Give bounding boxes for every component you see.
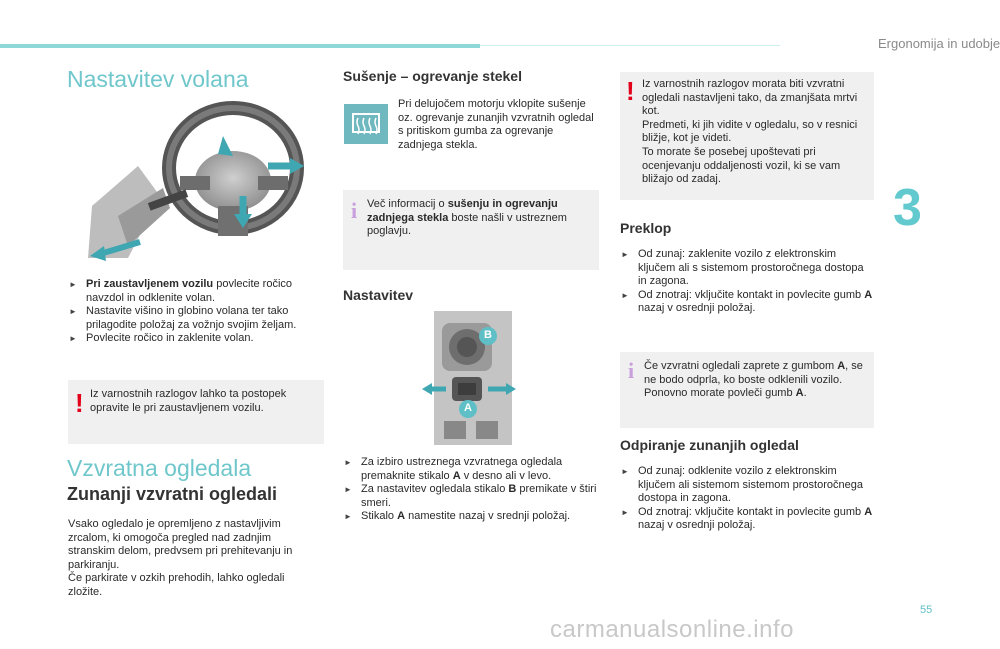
warning-icon: !	[75, 388, 84, 418]
fold-info-box	[620, 352, 874, 428]
outer-mirrors-description	[68, 518, 318, 600]
mirror-adjust-title: Nastavitev	[343, 287, 414, 303]
watermark: carmanualsonline.info	[550, 616, 794, 643]
warning-icon: !	[626, 76, 635, 106]
label-a: A	[464, 402, 472, 414]
unfold-title: Odpiranje zunanjih ogledal	[620, 437, 799, 453]
defrost-description: Pri delujočem motorju vklopite sušenje oz. ogrevanje zunanjih vzvratnih ogledal s pritiskom gumba za ogrevanje zadnjega stekla.	[398, 98, 594, 151]
mirror-step-3: ► Stikalo A namestite nazaj v srednji položaj.	[343, 510, 599, 524]
steering-warning-box	[68, 380, 324, 444]
unfold-instructions	[620, 465, 874, 533]
steering-warning-text: Iz varnostnih razlogov lahko ta postopek opravite le pri zaustavljenem vozilu.	[90, 388, 287, 414]
fold-instructions	[620, 248, 874, 316]
page-number: 55	[920, 604, 933, 616]
mirror-step-1: ► Za izbiro ustreznega vzvratnega ogledala premaknite stikalo A v desno ali v levo.	[343, 456, 599, 483]
info-icon: i	[628, 358, 635, 383]
info-icon: i	[351, 198, 358, 223]
mirror-step-2: ► Za nastavitev ogledala stikalo B premikate v štiri smeri.	[343, 483, 599, 510]
section-title: Ergonomija in udobje	[878, 36, 1000, 51]
unfold-step-1: ► Od zunaj: odklenite vozilo z elektronskim ključem ali sistemom sistemom prostoročnega dostopa in zagona.	[620, 465, 874, 506]
header-accent-bar	[0, 44, 480, 48]
fold-step-2: ► Od znotraj: vključite kontakt in povlecite gumb A nazaj v osrednji položaj.	[620, 289, 874, 316]
fold-info-text: Če vzvratni ogledali zaprete z gumbom A, se ne bodo odprla, ko boste odklenili vozilo. Ponovno morate povleči gumb A.	[644, 360, 863, 400]
fold-step-1: ► Od zunaj: zaklenite vozilo z elektronskim ključem ali s sistemom prostoročnega dostopa in zagona.	[620, 248, 874, 289]
mirror-control-image	[428, 311, 518, 445]
steering-wheel-image	[68, 96, 324, 266]
outer-mirrors-paragraph-2: Če parkirate v ozkih prehodih, lahko ogledali zložite.	[68, 572, 285, 598]
unfold-step-2: ► Od znotraj: vključite kontakt in povlecite gumb A nazaj v osrednji položaj.	[620, 506, 874, 533]
mirror-warning-box	[620, 72, 874, 200]
defrost-title: Sušenje – ogrevanje stekel	[343, 68, 522, 84]
steering-instructions	[68, 278, 326, 346]
steering-step-1: ► Pri zaustavljenem vozilu povlecite ročico navzdol in odklenite volan.	[68, 278, 326, 305]
fold-title: Preklop	[620, 220, 672, 236]
rear-defrost-icon	[344, 104, 388, 144]
steering-step-3: ► Povlecite ročico in zaklenite volan.	[68, 332, 326, 346]
mirrors-title: Vzvratna ogledala	[67, 455, 252, 481]
label-b: B	[484, 329, 492, 341]
steering-step-2: ► Nastavite višino in globino volana ter tako prilagodite položaj za vožnjo svojim željam.	[68, 305, 326, 332]
outer-mirrors-paragraph-1: Vsako ogledalo je opremljeno z nastavljivim zrcalom, ki omogoča pregled nad zadnjim stranskim delom, predvsem pri prehitevanju in parkiranju.	[68, 518, 293, 571]
defrost-info-box	[343, 190, 599, 270]
mirror-warning-text: Iz varnostnih razlogov morata biti vzvratni ogledali nastavljeni tako, da zmanjšata mrtvi kot. Predmeti, ki jih vidite v ogledalu, so v resnici bližje, kot je videti. To morate še posebej upoštevati pri ocenjevanju oddaljenosti vozil, ki se vam bližajo od zadaj.	[642, 78, 858, 186]
steering-adjust-title: Nastavitev volana	[67, 66, 249, 92]
header-divider	[480, 45, 780, 46]
outer-mirrors-title: Zunanji vzvratni ogledali	[67, 484, 278, 504]
chapter-number: 3	[893, 179, 922, 237]
mirror-adjust-instructions	[343, 456, 599, 524]
defrost-info-text: Več informacij o sušenju in ogrevanju zadnjega stekla boste našli v ustreznem poglavju.	[367, 198, 567, 238]
